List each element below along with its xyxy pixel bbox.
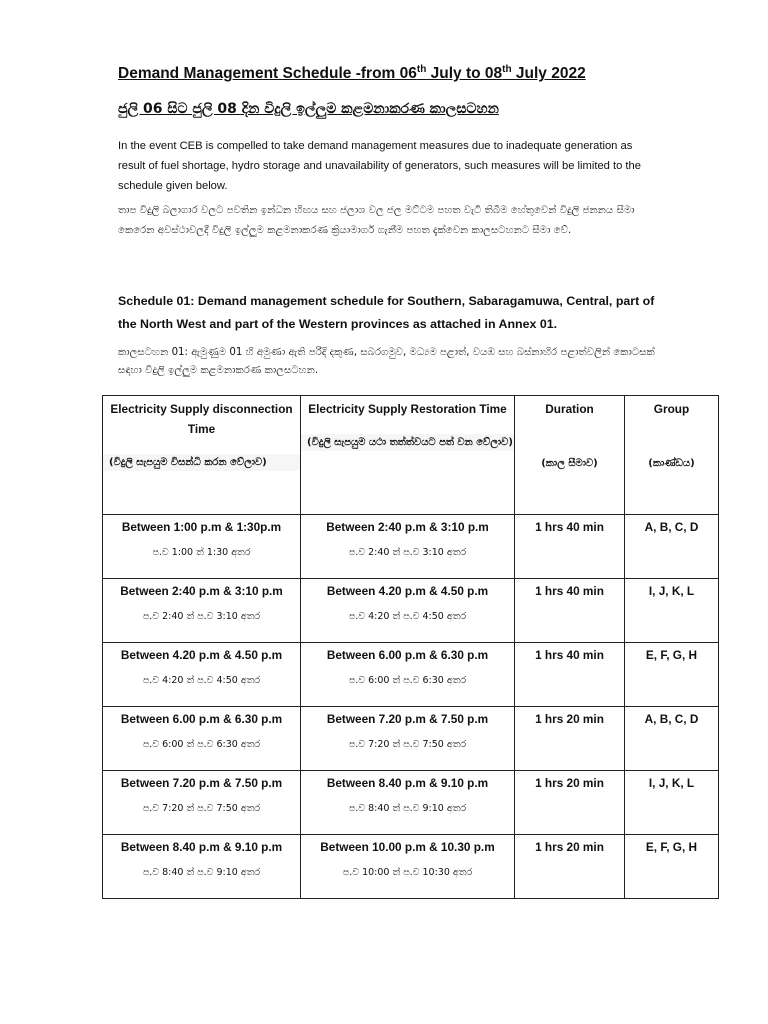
disconnection-time-en: Between 1:00 p.m & 1:30p.m [121, 520, 282, 534]
group-value: A, B, C, D [644, 712, 699, 726]
table-row [103, 643, 719, 707]
header-disconnection-si: (විදුලි සැපයුම විසන්ධි කරන වේලාව) [103, 454, 300, 471]
disconnection-time-si: ප.ව 2:40 ත් ප.ව 3:10 අතර [142, 611, 261, 622]
intro-paragraph-sinhala: තාප විදුලි බලාගාර වලට පවතින ඉන්ධන හිඟය සහ ජලාශ වල ජල මට්ටම පහත වැටී තිබීම හේතුවෙන් විදුලි ජනනය සීමා කෙරෙන අවස්ථාවලදී විදුලි ඉල්ලුම කළමනාකරණ ක්‍රියාමාර්ග ගැනීම පහත දැක්වෙන කාලසටහනට සීමා වේ. [118, 205, 635, 236]
restoration-time-en: Between 6.00 p.m & 6.30 p.m [326, 648, 489, 662]
disconnection-cell [103, 515, 301, 579]
group-value: A, B, C, D [644, 520, 699, 534]
intro-paragraph-english: In the event CEB is compelled to take demand management measures due to inadequate generation as result of fuel shortage, hydro storage and unavailability of generators, such measures will be limited to the schedule given below. [118, 140, 641, 192]
disconnection-time-si: ප.ව 7:20 ත් ප.ව 7:50 අතර [142, 803, 261, 814]
header-duration-si: (කාල සීමාව) [541, 458, 598, 469]
disconnection-cell [103, 835, 301, 899]
disconnection-time-en: Between 4.20 p.m & 4.50 p.m [120, 648, 283, 662]
disconnection-cell [103, 579, 301, 643]
restoration-time-si: ප.ව 6:00 ත් ප.ව 6:30 අතර [348, 675, 467, 686]
duration-value: 1 hrs 40 min [535, 584, 604, 598]
restoration-time-si: ප.ව 2:40 ත් ප.ව 3:10 අතර [348, 547, 467, 558]
title-superscript-end: th [502, 64, 512, 75]
disconnection-time-en: Between 7.20 p.m & 7.50 p.m [120, 776, 283, 790]
table-row [103, 515, 719, 579]
restoration-cell [301, 835, 515, 899]
header-restoration-en: Electricity Supply Restoration Time [308, 402, 507, 416]
restoration-cell [301, 643, 515, 707]
restoration-cell [301, 579, 515, 643]
table-row [103, 835, 719, 899]
disconnection-time-si: ප.ව 8:40 ත් ප.ව 9:10 අතර [142, 867, 261, 878]
table-row [103, 771, 719, 835]
group-cell [625, 835, 719, 899]
header-restoration [301, 396, 515, 515]
duration-value: 1 hrs 40 min [535, 520, 604, 534]
duration-value: 1 hrs 20 min [535, 712, 604, 726]
header-group [625, 396, 719, 515]
header-group-en: Group [653, 402, 690, 416]
title-superscript-start: th [416, 64, 427, 75]
table-row [103, 707, 719, 771]
restoration-cell [301, 515, 515, 579]
restoration-time-si: ප.ව 8:40 ත් ප.ව 9:10 අතර [348, 803, 467, 814]
duration-value: 1 hrs 20 min [535, 776, 604, 790]
table-row [103, 579, 719, 643]
restoration-time-en: Between 8.40 p.m & 9.10 p.m [326, 776, 489, 790]
restoration-time-en: Between 7.20 p.m & 7.50 p.m [326, 712, 489, 726]
group-cell [625, 579, 719, 643]
document-title [118, 64, 586, 83]
schedule-heading-sinhala: කාලසටහන 01: ඇමුණුම 01 හි අමුණා ඇති පරිදි දකුණ, සබරගමුව, මධ්‍යම පළාත්, වයඹ සහ බස්නාහිර පළාත්වලින් කොටසක් සඳහා විදුලි ඉල්ලුම කළමනාකරණ කාලසටහන. [118, 347, 655, 376]
header-restoration-si: (විදුලි සැපයුම යථා තත්ත්වයට පත් වන වේලාව) [301, 434, 514, 451]
restoration-time-si: ප.ව 7:20 ත් ප.ව 7:50 අතර [348, 739, 467, 750]
duration-cell [515, 835, 625, 899]
duration-cell [515, 707, 625, 771]
title-middle: July to 08 [426, 65, 503, 83]
disconnection-time-en: Between 6.00 p.m & 6.30 p.m [120, 712, 283, 726]
title-suffix: July 2022 [511, 65, 586, 83]
group-cell [625, 707, 719, 771]
restoration-time-si: ප.ව 10:00 ත් ප.ව 10:30 අතර [342, 867, 473, 878]
sinhala-title: ජුලි 06 සිට ජුලි 08 දින විදුලි ඉල්ලුම කළමනාකරණ කාලසටහන [118, 101, 499, 117]
group-cell [625, 643, 719, 707]
header-disconnection [103, 396, 301, 515]
disconnection-cell [103, 643, 301, 707]
restoration-time-si: ප.ව 4:20 ත් ප.ව 4:50 අතර [348, 611, 467, 622]
header-group-si: (කාණ්ඩය) [648, 458, 695, 469]
header-disconnection-en: Electricity Supply disconnection Time [110, 402, 293, 436]
group-cell [625, 771, 719, 835]
group-value: E, F, G, H [645, 840, 698, 854]
restoration-cell [301, 771, 515, 835]
header-duration [515, 396, 625, 515]
duration-cell [515, 643, 625, 707]
table-header-row [103, 396, 719, 515]
disconnection-time-si: ප.ව 1:00 ත් 1:30 අතර [152, 547, 251, 558]
title-prefix: Demand Management Schedule -from 06 [118, 65, 417, 83]
group-value: I, J, K, L [648, 584, 695, 598]
group-value: E, F, G, H [645, 648, 698, 662]
disconnection-cell [103, 707, 301, 771]
restoration-time-en: Between 10.00 p.m & 10.30 p.m [320, 840, 495, 854]
schedule-heading-english: Schedule 01: Demand management schedule for Southern, Sabaragamuwa, Central, part of the North West and part of the Western provinces as attached in Annex 01. [118, 294, 655, 331]
duration-cell [515, 515, 625, 579]
duration-value: 1 hrs 40 min [535, 648, 604, 662]
disconnection-time-en: Between 2:40 p.m & 3:10 p.m [120, 584, 283, 598]
disconnection-time-si: ප.ව 4:20 ත් ප.ව 4:50 අතර [142, 675, 261, 686]
header-duration-en: Duration [545, 402, 594, 416]
restoration-time-en: Between 2:40 p.m & 3:10 p.m [326, 520, 489, 534]
schedule-table [102, 395, 719, 899]
group-cell [625, 515, 719, 579]
duration-value: 1 hrs 20 min [535, 840, 604, 854]
restoration-cell [301, 707, 515, 771]
disconnection-time-si: ප.ව 6:00 ත් ප.ව 6:30 අතර [142, 739, 261, 750]
disconnection-cell [103, 771, 301, 835]
group-value: I, J, K, L [648, 776, 695, 790]
restoration-time-en: Between 4.20 p.m & 4.50 p.m [326, 584, 489, 598]
duration-cell [515, 579, 625, 643]
duration-cell [515, 771, 625, 835]
disconnection-time-en: Between 8.40 p.m & 9.10 p.m [120, 840, 283, 854]
